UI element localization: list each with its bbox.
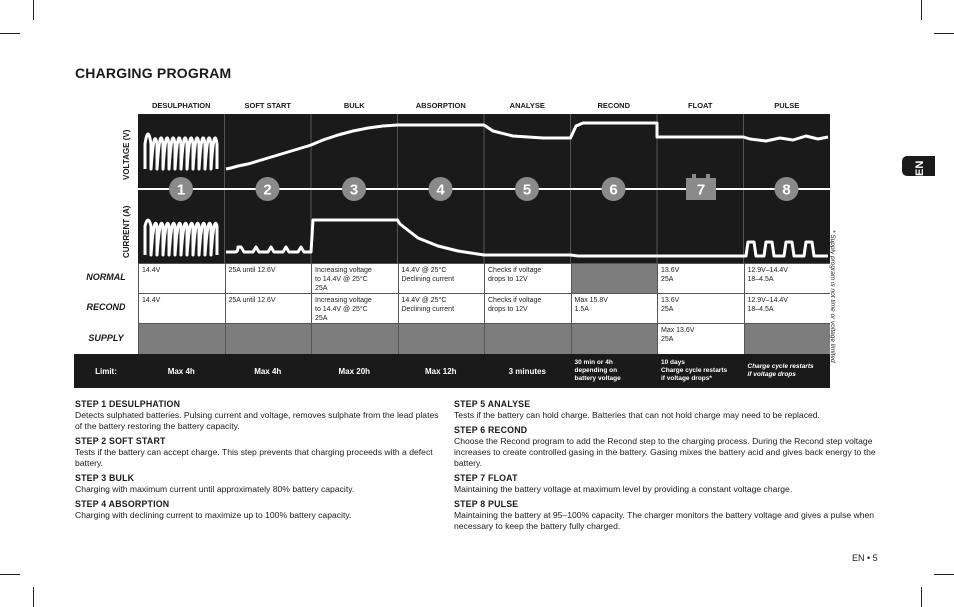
table-cell (484, 323, 571, 354)
row-label: NORMAL (86, 272, 126, 282)
table-cell: 14.4V (138, 263, 225, 293)
voltage-curve (145, 123, 828, 169)
step-number-3: 3 (349, 181, 359, 199)
phase-header-pulse: PULSE (774, 101, 800, 110)
language-tab: EN (902, 156, 935, 176)
step-number-5: 5 (522, 181, 532, 199)
step-description: Maintaining the battery voltage at maximum level by providing a constant voltage charge. (454, 484, 793, 494)
step-number-2: 2 (263, 181, 272, 199)
limit-cell: Max 4h (167, 366, 195, 376)
table-row (74, 323, 830, 354)
charging-diagram (138, 114, 830, 263)
steps-left-column (75, 399, 447, 525)
limit-row (74, 354, 830, 388)
table-row (74, 263, 830, 293)
step-title: STEP 7 FLOAT (454, 473, 518, 483)
row-label: RECOND (86, 302, 126, 312)
supply-footnote: * Supply program is not time or voltage limited (829, 230, 836, 363)
table-cell: Increasing voltage to 14.4V @ 25°C 25A (311, 263, 398, 293)
step-title: STEP 1 DESULPHATION (75, 399, 181, 409)
step-description: Choose the Recond program to add the Recond step to the charging process. During the Recond step voltage increases to create controlled gasing in the battery. Gasing mixes the battery acid and gives back energy to the battery. (454, 436, 876, 468)
table-cell (311, 323, 398, 354)
step-title: STEP 3 BULK (75, 473, 135, 483)
table-row (74, 293, 830, 323)
step-number-8: 8 (782, 181, 791, 199)
phase-header-absorption: ABSORPTION (415, 101, 466, 110)
limit-cell: Charge cycle restarts if voltage drops (747, 363, 814, 378)
table-cell: Checks if voltage drops to 12V (484, 293, 571, 323)
crop-mark (934, 574, 954, 575)
step-description: Charging with declining current to maximize up to 100% battery capacity. (75, 510, 352, 520)
steps-right-list (454, 399, 886, 532)
table-cell (138, 323, 225, 354)
table-cell (398, 323, 485, 354)
table-cell: 14.4V (138, 293, 225, 323)
step-title: STEP 2 SOFT START (75, 436, 166, 446)
table-cell: 14.4V @ 25°C Declining current (398, 263, 485, 293)
step-number-1: 1 (176, 181, 186, 199)
crop-mark (0, 574, 20, 575)
step-title: STEP 5 ANALYSE (454, 399, 531, 409)
crop-mark (33, 587, 34, 607)
crop-mark (0, 33, 20, 34)
table-cell (225, 323, 312, 354)
phase-header-desulphation: DESULPHATION (151, 101, 211, 110)
phase-header-float: FLOAT (688, 101, 713, 110)
table-cell: 12.9V–14.4V 18–4.5A (744, 293, 831, 323)
voltage-axis-label: VOLTAGE (V) (122, 129, 131, 180)
limit-cell: Max 20h (338, 366, 371, 376)
limit-cell: 30 min or 4h depending on battery voltage (574, 359, 621, 382)
step-number-6: 6 (609, 181, 618, 199)
current-curve (145, 220, 828, 256)
limit-cell: 10 days Charge cycle restarts if voltage drops* (661, 359, 728, 382)
phase-header-soft-start: SOFT START (244, 101, 292, 110)
step-description: Detects sulphated batteries. Pulsing current and voltage, removes sulphate from the lead plates of the battery restoring the battery capacity. (75, 410, 439, 431)
steps-right-column (454, 399, 886, 536)
step-description: Tests if the battery can accept charge. This step prevents that charging proceeds with a defect battery. (75, 447, 433, 468)
page-title: CHARGING PROGRAM (75, 65, 232, 81)
step-title: STEP 8 PULSE (454, 499, 519, 509)
limit-cell: 3 minutes (508, 366, 546, 376)
step-description: Maintaining the battery at 95–100% capacity. The charger monitors the battery voltage and gives a pulse when necessary to keep the battery fully charged. (454, 510, 875, 531)
table-cell: 25A until 12.6V (225, 293, 312, 323)
step-title: STEP 4 ABSORPTION (75, 499, 170, 509)
phase-headers (138, 101, 830, 113)
step-number-4: 4 (436, 181, 445, 199)
phase-header-recond: RECOND (597, 101, 630, 110)
current-axis-label: CURRENT (A) (122, 205, 131, 258)
row-label: SUPPLY (88, 332, 124, 343)
limit-cell: Max 4h (254, 366, 282, 376)
steps-left-list (75, 399, 447, 521)
crop-mark (33, 0, 34, 20)
table-cell (571, 323, 658, 354)
crop-mark (921, 0, 922, 20)
table-cell (744, 323, 831, 354)
limit-cell: Max 12h (424, 366, 457, 376)
charging-diagram-svg (138, 114, 830, 263)
table-cell: Max 13.6V 25A (657, 323, 744, 354)
table-cell (571, 263, 658, 293)
step-description: Tests if the battery can hold charge. Batteries that can not hold charge may need to be replaced. (454, 410, 820, 420)
crop-mark (934, 33, 954, 34)
table-cell: 12.9V–14.4V 18–4.5A (744, 263, 831, 293)
table-cell: 13.6V 25A (657, 263, 744, 293)
battery-terminal (706, 174, 710, 178)
step-number-7: 7 (696, 181, 706, 199)
phase-header-bulk: BULK (343, 101, 365, 110)
table-cell: 13.6V 25A (657, 293, 744, 323)
step-description: Charging with maximum current until approximately 80% battery capacity. (75, 484, 355, 494)
crop-mark (921, 587, 922, 607)
table-cell: 14.4V @ 25°C Declining current (398, 293, 485, 323)
table-cell: Max 15.8V 1.5A (571, 293, 658, 323)
step-title: STEP 6 RECOND (454, 425, 528, 435)
limit-label: Limit: (95, 366, 117, 376)
phase-header-analyse: ANALYSE (509, 101, 545, 110)
page-number: EN • 5 (852, 553, 878, 563)
table-cell: Increasing voltage to 14.4V @ 25°C 25A (311, 293, 398, 323)
table-cell: Checks if voltage drops to 12V (484, 263, 571, 293)
table-cell: 25A until 12.6V (225, 263, 312, 293)
battery-terminal (692, 174, 696, 178)
